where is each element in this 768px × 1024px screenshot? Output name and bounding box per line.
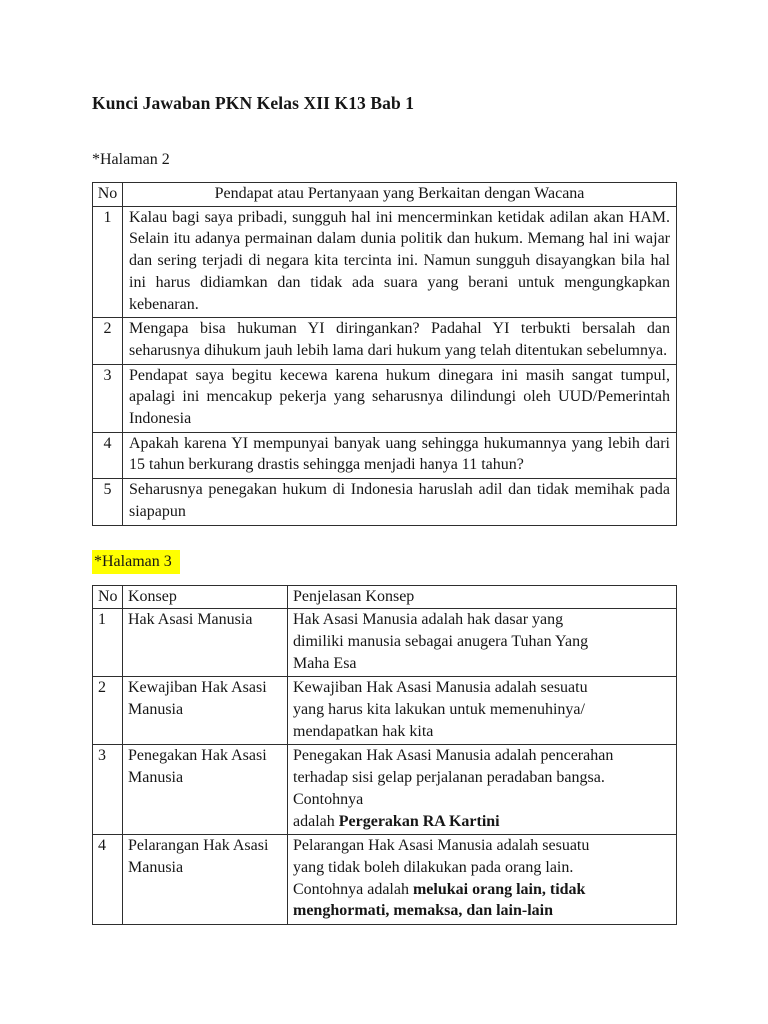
text-segment: Penegakan Hak Asasi Manusia adalah pencerahan terhadap sisi gelap perjalanan peradaban bangsa. Contohnya [293,747,614,808]
row-number-cell: 2 [93,318,123,364]
penjelasan-cell [288,609,677,677]
table-row [93,479,677,525]
row-number-cell: 1 [93,206,123,318]
pendapat-cell: Apakah karena YI mempunyai banyak uang sehingga hukumannya yang lebih dari 15 tahun berkurang drastis sehingga menjadi hanya 11 tahun? [123,432,677,478]
penjelasan-text [293,677,617,742]
pendapat-table [92,182,677,526]
table-row [93,677,677,745]
header-row [93,183,677,207]
table-row [93,206,677,318]
row-number-cell: 2 [93,677,123,745]
table-row [93,835,677,925]
pendapat-cell: Mengapa bisa hukuman YI diringankan? Padahal YI terbukti bersalah dan seharusnya dihukum jauh lebih lama dari hukum yang telah ditentukan sebelumnya. [123,318,677,364]
konsep-table-body [93,609,677,925]
penjelasan-text [293,609,617,674]
text-segment: adalah [293,812,339,830]
row-number-cell: 4 [93,432,123,478]
column-header-no: No [93,183,123,207]
pendapat-table-header [93,183,677,207]
section-label-halaman-2 [92,149,677,171]
penjelasan-text [293,745,617,832]
penjelasan-cell [288,745,677,835]
pendapat-cell: Kalau bagi saya pribadi, sungguh hal ini mencerminkan ketidak adilan akan HAM. Selain itu adanya permainan dalam dunia politik dan hukum. Memang hal ini wajar dan sering terjadi di negara kita tercinta ini. Namun sungguh disayangkan bila hal ini harus didiamkan dan tidak ada suara yang berani untuk mengungkapkan kebenaran. [123,206,677,318]
column-header-pendapat: Pendapat atau Pertanyaan yang Berkaitan dengan Wacana [123,183,677,207]
konsep-table [92,585,677,926]
header-row [93,585,677,609]
row-number-cell: 1 [93,609,123,677]
konsep-cell: Hak Asasi Manusia [123,609,288,677]
konsep-cell: Penegakan Hak Asasi Manusia [123,745,288,835]
row-number-cell: 5 [93,479,123,525]
column-header-penjelasan: Penjelasan Konsep [288,585,677,609]
text-segment: Kewajiban Hak Asasi Manusia adalah sesuatu yang harus kita lakukan untuk memenuhinya/ mendapatkan hak kita [293,679,588,740]
row-number-cell: 4 [93,835,123,925]
text-segment: Hak Asasi Manusia adalah hak dasar yang dimiliki manusia sebagai anugera Tuhan Yang Maha Esa [293,611,589,672]
penjelasan-cell [288,677,677,745]
table-row [93,745,677,835]
table-row [93,609,677,677]
emphasized-text: Pergerakan RA Kartini [338,812,500,830]
table-row [93,364,677,432]
page-title: Kunci Jawaban PKN Kelas XII K13 Bab 1 [92,93,415,113]
row-number-cell: 3 [93,364,123,432]
section-label-halaman-3-highlighted-text: *Halaman 3 [92,550,180,574]
text-segment: Pelarangan Hak Asasi Manusia adalah sesuatu yang tidak boleh dilakukan pada orang lain. Contohnya adalah [293,837,590,898]
konsep-cell: Kewajiban Hak Asasi Manusia [123,677,288,745]
section-label-halaman-2-text: *Halaman 2 [92,151,170,168]
table-row [93,318,677,364]
emphasized-text: melukai orang lain, tidak menghormati, memaksa, dan lain-lain [293,880,586,920]
section-label-halaman-3 [92,551,677,573]
pendapat-cell: Pendapat saya begitu kecewa karena hukum dinegara ini masih sangat tumpul, apalagi ini mencakup pekerja yang seharusnya dilindungi oleh UUD/Pemerintah Indonesia [123,364,677,432]
penjelasan-text [293,835,617,922]
column-header-konsep: Konsep [123,585,288,609]
konsep-table-header [93,585,677,609]
column-header-no: No [93,585,123,609]
pendapat-cell: Seharusnya penegakan hukum di Indonesia haruslah adil dan tidak memihak pada siapapun [123,479,677,525]
table-row [93,432,677,478]
konsep-cell: Pelarangan Hak Asasi Manusia [123,835,288,925]
pendapat-table-body [93,206,677,525]
row-number-cell: 3 [93,745,123,835]
penjelasan-cell [288,835,677,925]
